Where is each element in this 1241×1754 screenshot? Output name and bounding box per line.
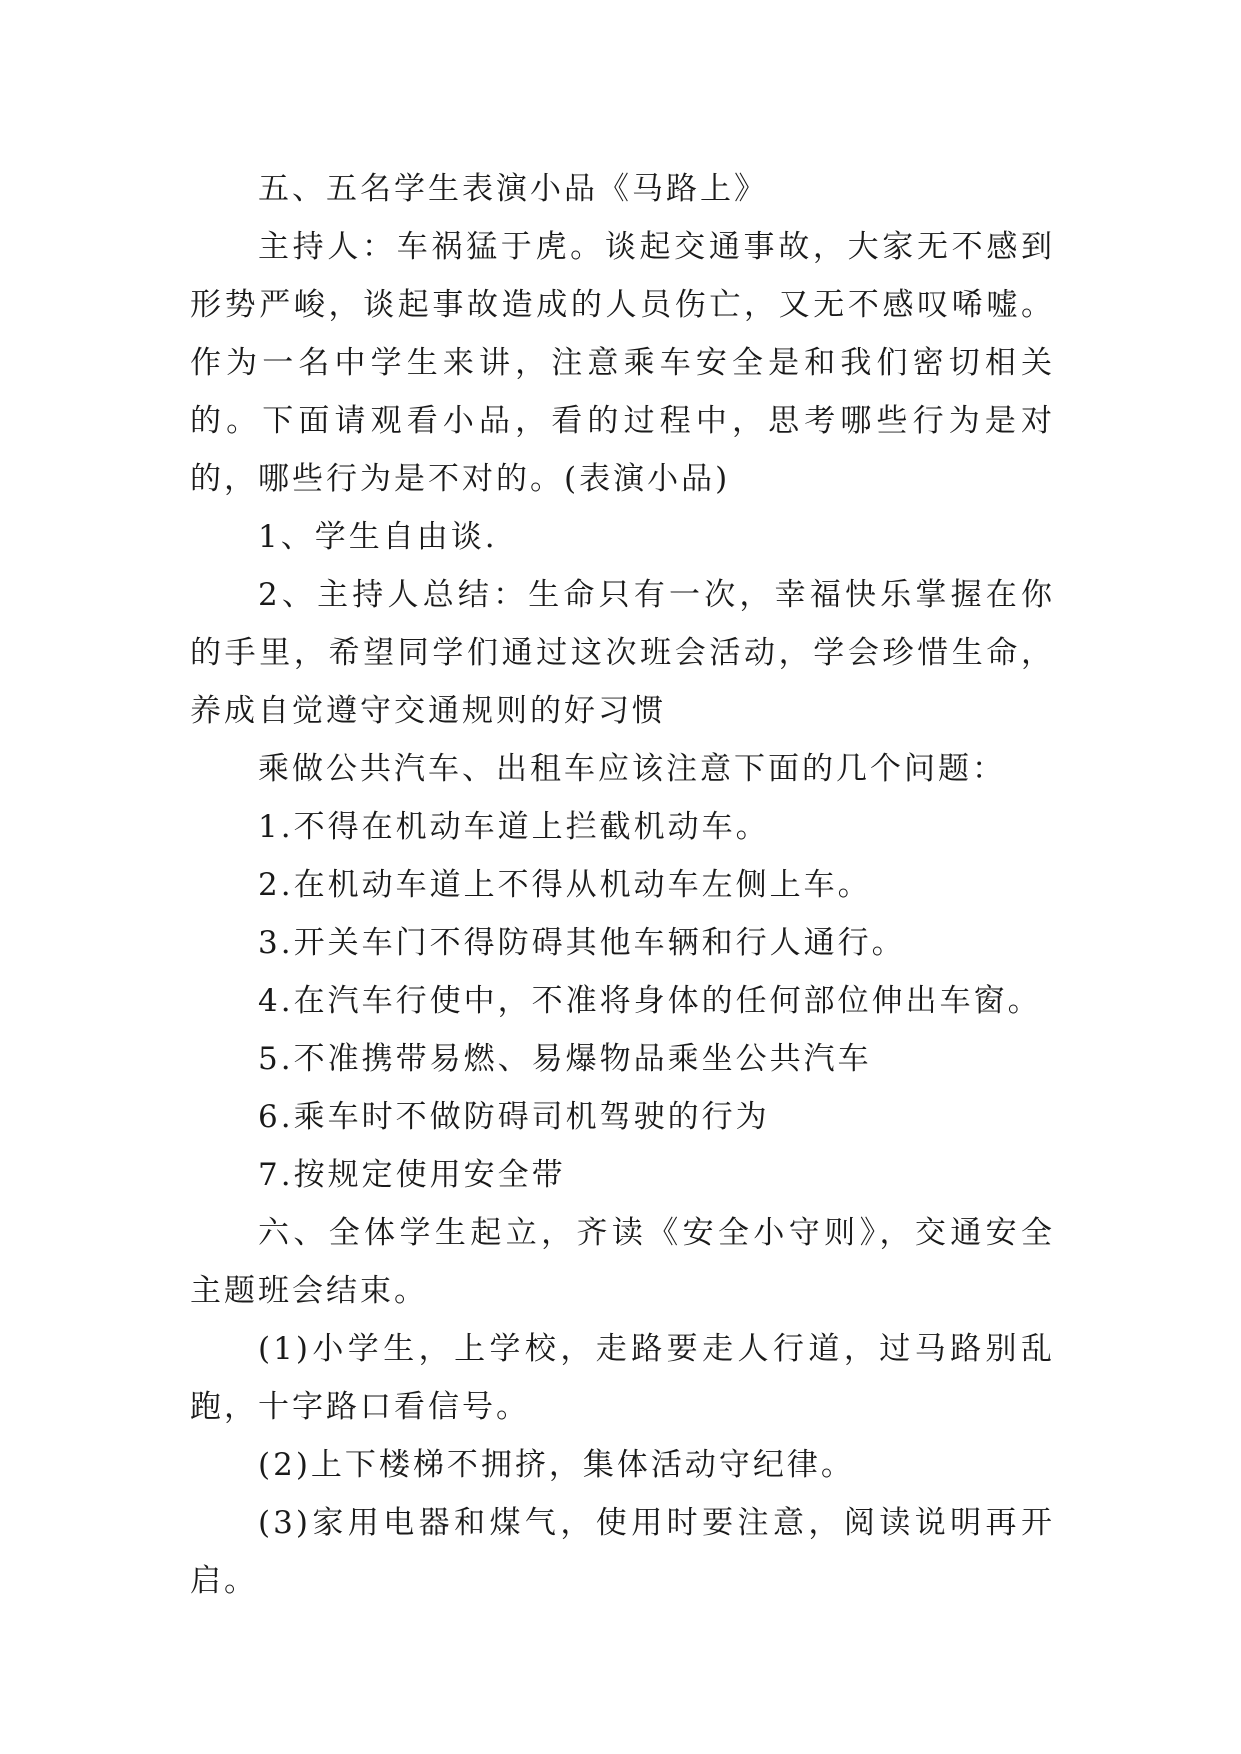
safety-rule-item: (3)家用电器和煤气，使用时要注意，阅读说明再开启。 xyxy=(190,1505,1055,1599)
rule-item: 2.在机动车道上不得从机动车左侧上车。 xyxy=(258,867,872,903)
bus-taxi-intro: 乘做公共汽车、出租车应该注意下面的几个问题： xyxy=(258,751,1006,787)
rule-item: 1.不得在机动车道上拦截机动车。 xyxy=(258,809,770,845)
rule-item: 6.乘车时不做防碍司机驾驶的行为 xyxy=(258,1099,770,1135)
section-heading-closing: 六、全体学生起立，齐读《安全小守则》，交通安全主题班会结束。 xyxy=(190,1215,1055,1309)
rule-item: 5.不准携带易燃、易爆物品乘坐公共汽车 xyxy=(258,1041,872,1077)
rule-item: 7.按规定使用安全带 xyxy=(258,1157,566,1193)
section-heading-skit: 五、五名学生表演小品《马路上》 xyxy=(258,171,768,207)
host-intro-paragraph: 主持人：车祸猛于虎。谈起交通事故，大家无不感到形势严峻，谈起事故造成的人员伤亡，又无不感叹唏嘘。作为一名中学生来讲，注意乘车安全是和我们密切相关的。下面请观看小品，看的过程中，思考哪些行为是对的，哪些行为是不对的。(表演小品) xyxy=(190,229,1055,497)
discussion-item: 1、学生自由谈. xyxy=(258,519,498,555)
rule-item: 4.在汽车行使中，不准将身体的任何部位伸出车窗。 xyxy=(258,983,1042,1019)
rule-item: 3.开关车门不得防碍其他车辆和行人通行。 xyxy=(258,925,906,961)
host-summary-paragraph: 2、主持人总结：生命只有一次，幸福快乐掌握在你的手里，希望同学们通过这次班会活动，学会珍惜生命，养成自觉遵守交通规则的好习惯 xyxy=(190,577,1055,729)
document-body xyxy=(190,160,1055,1610)
safety-rule-item: (1)小学生，上学校，走路要走人行道，过马路别乱跑，十字路口看信号。 xyxy=(190,1331,1055,1425)
safety-rule-item: (2)上下楼梯不拥挤，集体活动守纪律。 xyxy=(258,1447,855,1483)
